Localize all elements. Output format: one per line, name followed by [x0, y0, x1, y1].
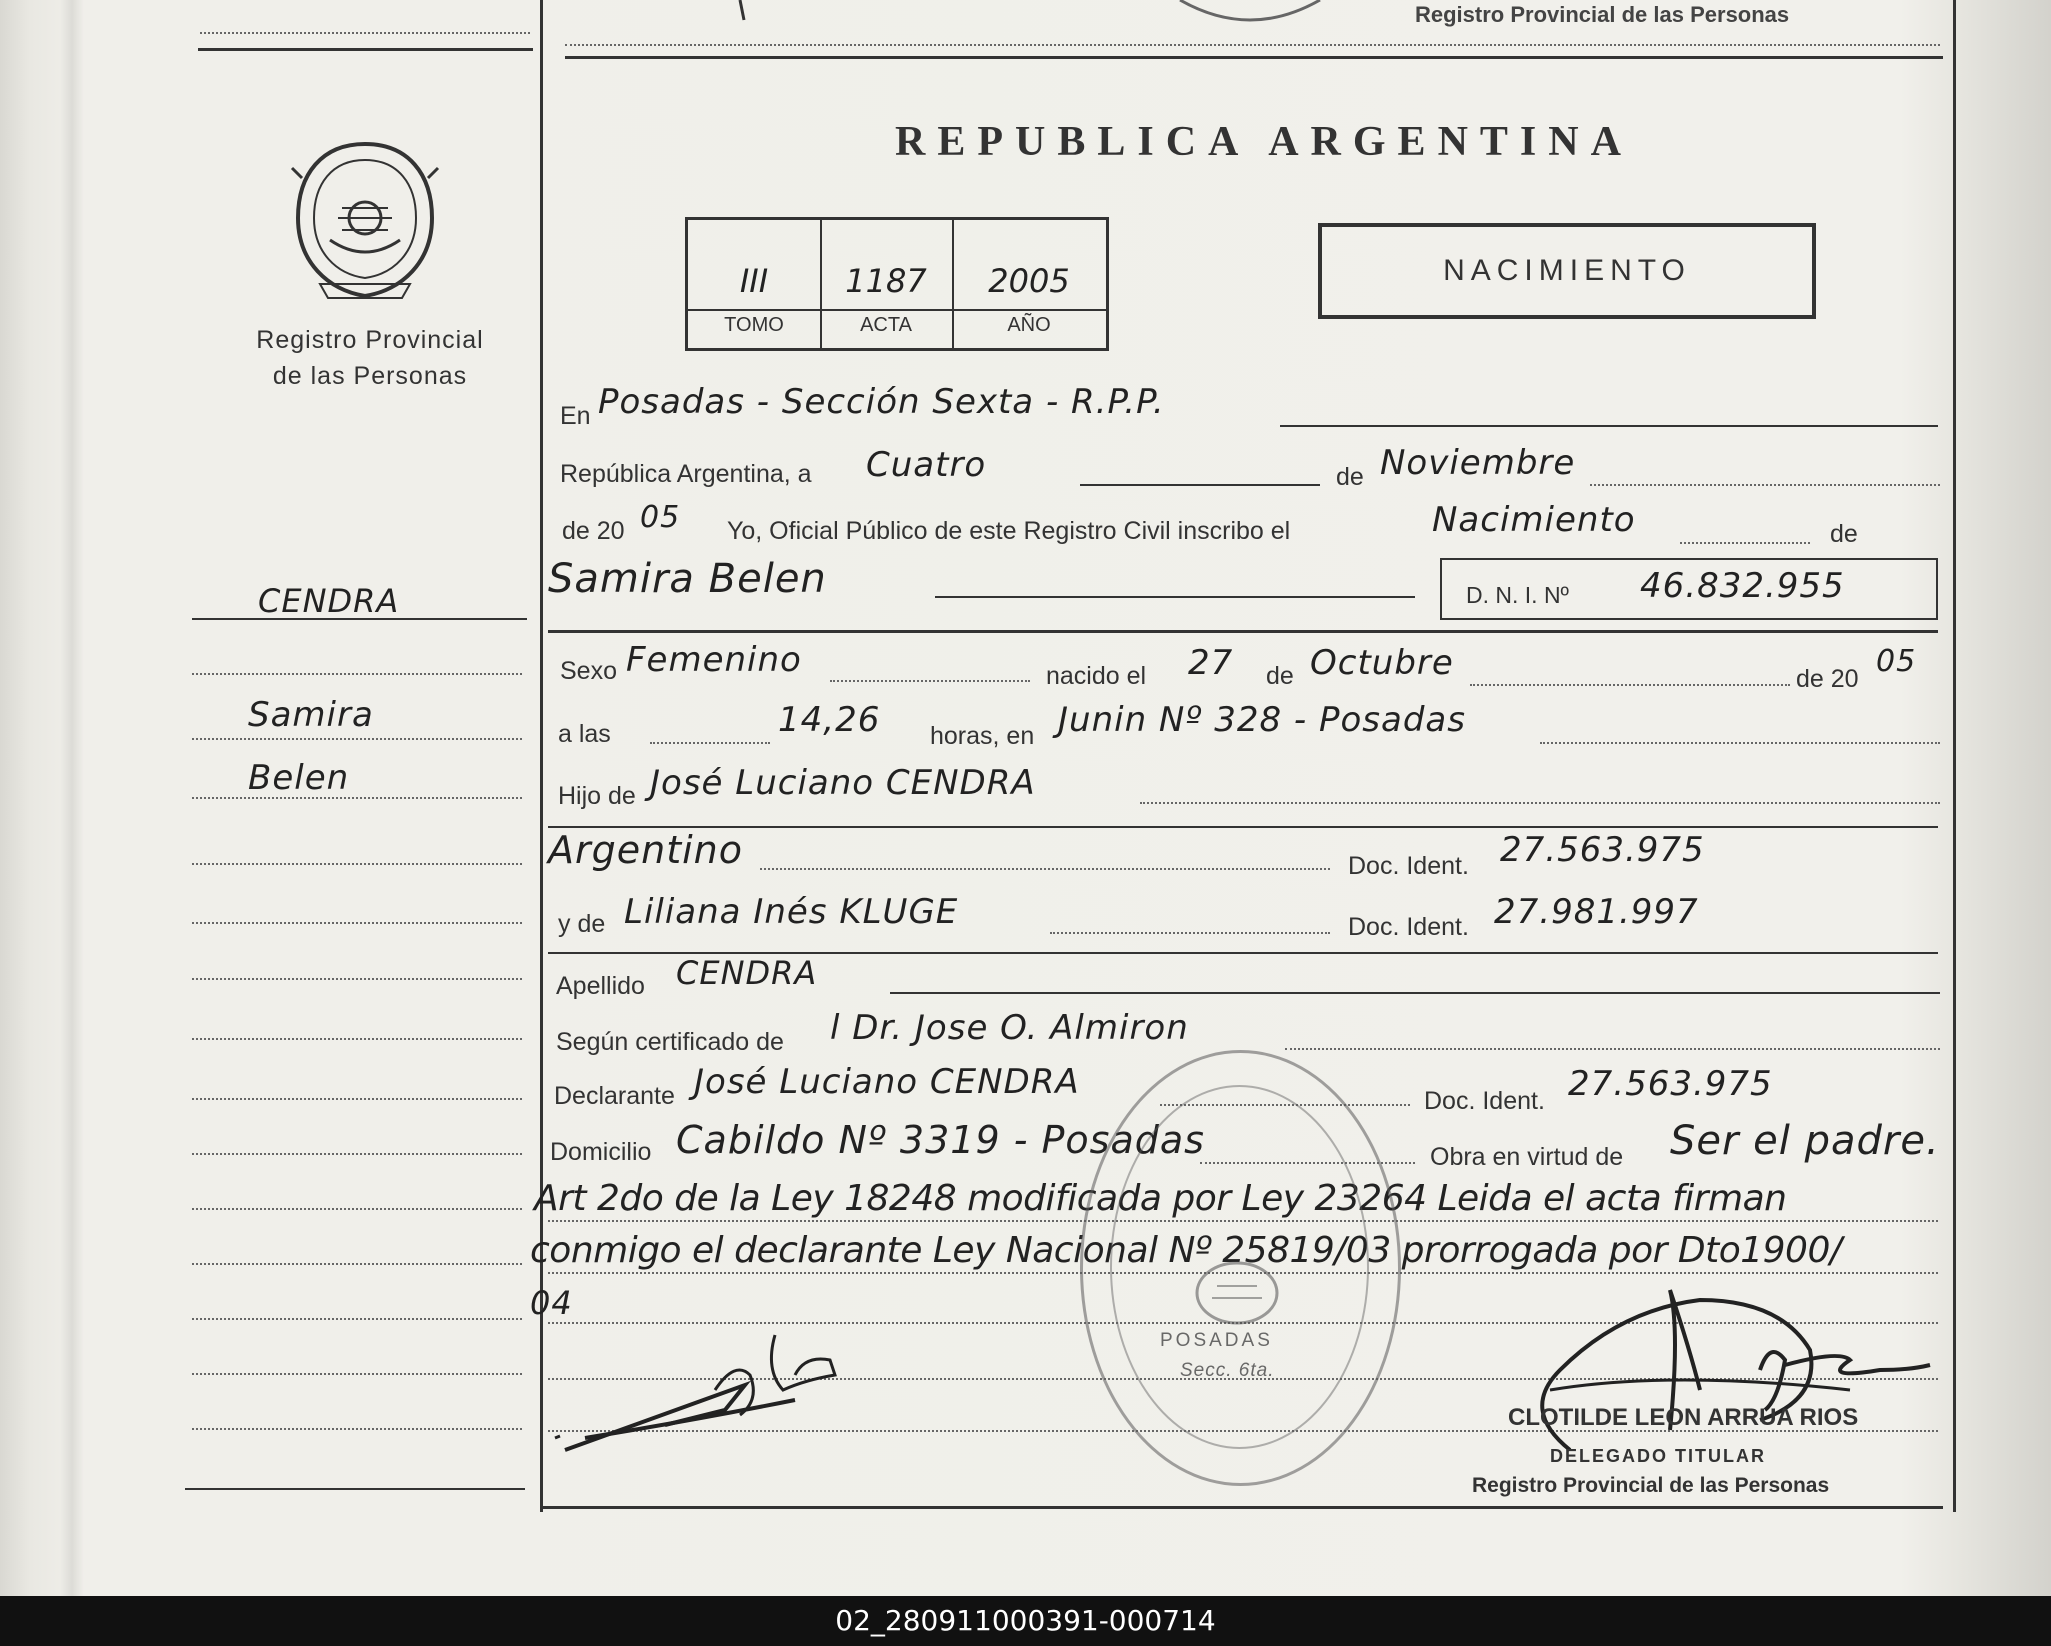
notes-line-2: conmigo el declarante Ley Nacional Nº 25819/03 prorrogada por Dto1900/ — [530, 1230, 1842, 1271]
doc-label: Doc. Ident. — [1348, 852, 1469, 880]
rule — [1080, 484, 1320, 486]
official-role: DELEGADO TITULAR — [1550, 1446, 1766, 1466]
father-value: José Luciano CENDRA — [650, 763, 1036, 803]
notes-line-1: Art 2do de la Ley 18248 modificada por Ley 23264 Leida el acta firman — [534, 1178, 1787, 1219]
rule — [548, 826, 1938, 828]
tomo-cell — [688, 220, 822, 348]
y-de-label: y de — [558, 910, 606, 938]
republica-label: República Argentina, a — [560, 460, 812, 488]
month-value: Noviembre — [1380, 443, 1576, 483]
anio-value: 2005 — [988, 262, 1070, 300]
father-doc-value: 27.563.975 — [1500, 830, 1705, 870]
de-label: de — [1336, 463, 1364, 491]
margin-dotted-rule — [192, 738, 522, 740]
horas-label: horas, en — [930, 722, 1035, 750]
rule — [935, 596, 1415, 598]
dotted-rule — [1540, 742, 1940, 744]
dotted-rule — [650, 742, 770, 744]
dotted-rule — [1680, 542, 1810, 544]
dotted-rule — [1140, 802, 1940, 804]
mother-doc-value: 27.981.997 — [1494, 892, 1699, 932]
margin-dotted-rule — [192, 922, 522, 924]
birth-month-value: Octubre — [1310, 643, 1454, 683]
birth-day-value: 27 — [1188, 643, 1234, 683]
acta-cell — [820, 220, 954, 348]
dni-label: D. N. I. Nº — [1466, 582, 1569, 608]
birth-place-value: Junin Nº 328 - Posadas — [1058, 700, 1466, 740]
margin-dotted-rule — [192, 1373, 522, 1375]
margin-dotted-rule — [192, 1098, 522, 1100]
de-label-3: de — [1266, 662, 1294, 690]
doc-label: Doc. Ident. — [1348, 913, 1469, 941]
a-las-label: a las — [558, 720, 611, 748]
dni-value: 46.832.955 — [1640, 566, 1845, 606]
acta-value: 1187 — [845, 262, 927, 300]
year-suffix-value: 05 — [640, 500, 681, 535]
anio-cell — [952, 220, 1106, 348]
margin-dotted-rule — [192, 1208, 522, 1210]
margin-surname: CENDRA — [258, 582, 400, 620]
bottom-rule — [543, 1506, 1943, 1509]
top-dotted-rule-right — [565, 44, 1940, 46]
year-prefix-label: de 20 — [562, 517, 625, 545]
act-type-value: Nacimiento — [1432, 500, 1636, 540]
declarant-signature — [545, 1330, 875, 1460]
declarante-label: Declarante — [554, 1082, 675, 1110]
right-border — [1953, 0, 1956, 1512]
mother-value: Liliana Inés KLUGE — [624, 892, 959, 932]
scan-footer-id: 02_280911000391-000714 — [0, 1596, 2051, 1646]
margin-dotted-rule — [192, 1263, 522, 1265]
page-fold — [60, 0, 84, 1596]
record-id-box — [685, 217, 1109, 351]
official-office: Registro Provincial de las Personas — [1472, 1474, 1830, 1497]
margin-dotted-rule — [192, 797, 522, 799]
sexo-label: Sexo — [560, 657, 617, 685]
hijo-label: Hijo de — [558, 782, 636, 810]
apellido-value: CENDRA — [676, 954, 818, 992]
dotted-rule — [830, 680, 1030, 682]
seal-coat-of-arms-icon — [1192, 1258, 1282, 1328]
child-name-value: Samira Belen — [548, 556, 827, 602]
top-rule-right — [565, 56, 1943, 59]
margin-dotted-rule — [192, 673, 522, 675]
acta-label: ACTA — [860, 314, 912, 336]
rule — [1280, 425, 1938, 427]
father-nationality-value: Argentino — [548, 828, 743, 872]
margin-dotted-rule — [192, 1153, 522, 1155]
provincia-misiones-seal-icon — [290, 138, 440, 302]
margin-dotted-rule — [192, 1428, 522, 1430]
margin-dotted-rule — [192, 978, 522, 980]
declarante-value: José Luciano CENDRA — [694, 1062, 1080, 1102]
document-title: REPUBLICA ARGENTINA — [895, 119, 1633, 165]
margin-dotted-rule — [192, 1038, 522, 1040]
seal-section: Secc. 6ta. — [1180, 1360, 1275, 1381]
notes-line-3: 04 — [530, 1284, 573, 1322]
margin-rule — [192, 618, 527, 620]
top-pen-mark — [732, 0, 752, 22]
apellido-label: Apellido — [556, 972, 645, 1000]
anio-label: AÑO — [1007, 314, 1051, 336]
record-type-box: NACIMIENTO — [1318, 223, 1816, 319]
time-value: 14,26 — [778, 700, 881, 740]
domicilio-label: Domicilio — [550, 1138, 652, 1166]
obra-label: Obra en virtud de — [1430, 1143, 1624, 1171]
left-registry-title — [220, 322, 520, 394]
day-words-value: Cuatro — [866, 445, 987, 485]
certificate-by-value: l Dr. Jose O. Almiron — [830, 1008, 1189, 1048]
domicilio-value: Cabildo Nº 3319 - Posadas — [676, 1118, 1205, 1162]
official-name: CLOTILDE LEON ARRUA RIOS — [1508, 1404, 1859, 1431]
rule — [548, 630, 1938, 633]
oficial-text: Yo, Oficial Público de este Registro Civil inscribo el — [727, 517, 1291, 545]
top-registry-stamp: Registro Provincial de las Personas — [1415, 2, 1790, 27]
doc-label: Doc. Ident. — [1424, 1087, 1545, 1115]
margin-dotted-rule — [192, 1318, 522, 1320]
margin-given-name-2: Belen — [248, 758, 350, 798]
margin-dotted-rule — [192, 863, 522, 865]
de-label-2: de — [1830, 520, 1858, 548]
tomo-value: III — [739, 262, 769, 300]
seal-city: POSADAS — [1160, 1330, 1273, 1351]
left-registry-line-1: Registro Provincial — [256, 326, 484, 354]
place-value: Posadas - Sección Sexta - R.P.P. — [598, 382, 1165, 422]
birth-year-suffix-value: 05 — [1876, 644, 1917, 679]
declarante-doc-value: 27.563.975 — [1568, 1064, 1773, 1104]
segun-label: Según certificado de — [556, 1028, 784, 1056]
birth-year-prefix-label: de 20 — [1796, 665, 1859, 693]
sexo-value: Femenino — [626, 640, 802, 680]
left-registry-line-2: de las Personas — [272, 362, 468, 390]
dotted-rule — [1590, 484, 1940, 486]
tomo-label: TOMO — [724, 314, 784, 336]
margin-bottom-rule — [185, 1488, 525, 1490]
dotted-rule — [1470, 684, 1790, 686]
dotted-rule — [1050, 932, 1330, 934]
dotted-rule — [760, 868, 1330, 870]
top-dotted-rule-left — [200, 32, 530, 34]
en-label: En — [560, 402, 591, 430]
dotted-rule — [1285, 1048, 1940, 1050]
rule — [890, 992, 1940, 994]
obra-value: Ser el padre. — [1670, 1118, 1940, 1164]
margin-given-name-1: Samira — [248, 695, 374, 735]
top-seal-fragment — [1175, 0, 1325, 26]
record-id-separator — [688, 309, 1106, 311]
top-rule-left — [198, 48, 533, 51]
nacido-label: nacido el — [1046, 662, 1147, 690]
